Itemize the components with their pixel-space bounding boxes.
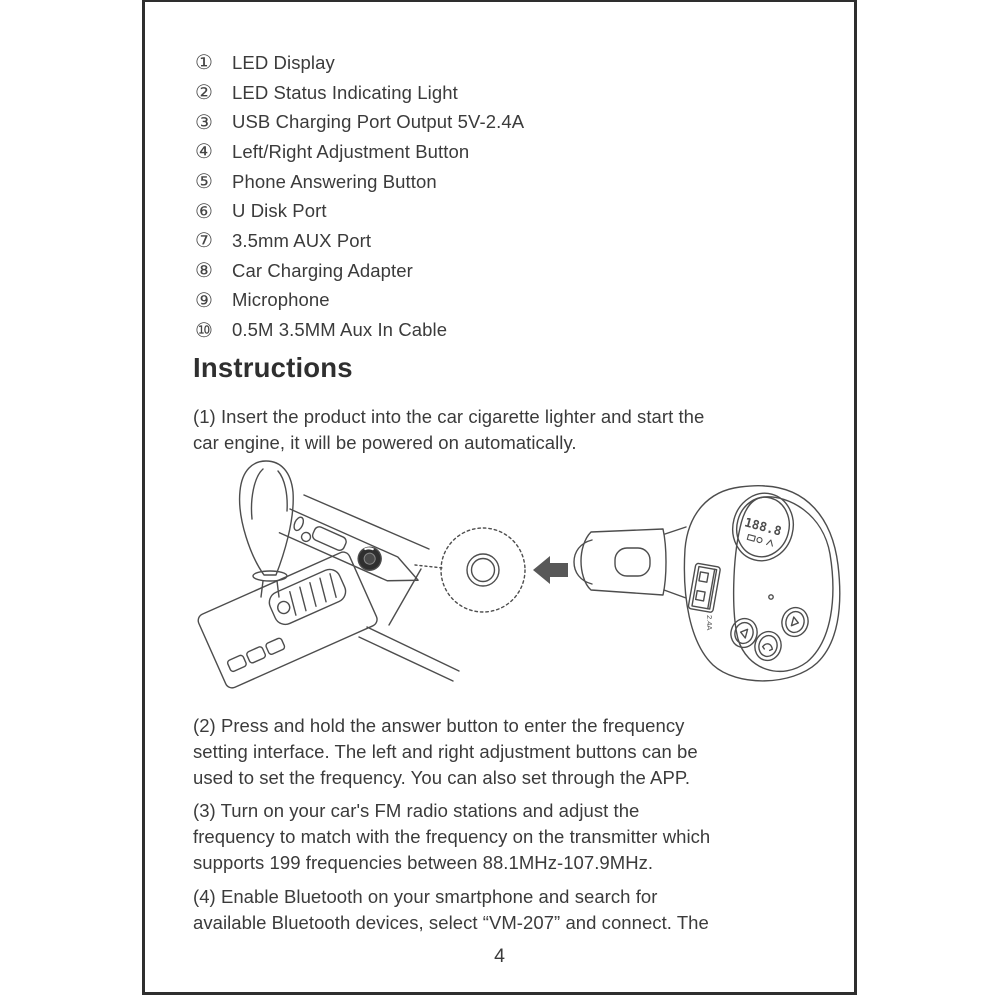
usb-port	[688, 563, 721, 613]
part-label: LED Status Indicating Light	[232, 81, 458, 103]
list-item	[195, 48, 524, 78]
magnifier-leader-line	[415, 565, 443, 568]
instruction-step-2: (2) Press and hold the answer button to enter the frequency setting interface. The left and right adjustment buttons can be used to set the frequency. You can also set through the APP.	[193, 715, 698, 788]
phone-icon	[762, 643, 773, 651]
manual-page	[142, 0, 857, 995]
list-item	[195, 226, 524, 256]
usb-output-label: 2.4A	[705, 615, 714, 631]
circled-number: ⑥	[195, 200, 213, 223]
plug-body-joint	[664, 527, 686, 598]
circled-number: ①	[195, 52, 213, 75]
list-item	[195, 78, 524, 108]
list-item	[195, 167, 524, 197]
part-label: 3.5mm AUX Port	[232, 229, 372, 251]
circled-number: ⑨	[195, 289, 213, 312]
installation-figure	[191, 457, 856, 699]
part-label: USB Charging Port Output 5V-2.4A	[232, 111, 525, 133]
list-item	[195, 256, 524, 286]
console-side-lines	[359, 627, 459, 681]
circled-number: ③	[195, 111, 213, 134]
circled-number: ⑤	[195, 171, 213, 194]
circled-number: ⑦	[195, 230, 213, 253]
instruction-step-1: (1) Insert the product into the car cigarette lighter and start the car engine, it will be powered on automatically.	[193, 406, 705, 453]
display-value: 188.8	[743, 514, 784, 539]
parts-list	[195, 48, 524, 345]
section-heading: Instructions	[193, 352, 353, 383]
circled-number: ⑧	[195, 260, 213, 283]
circled-number: ②	[195, 82, 213, 105]
left-arrow-icon	[739, 628, 747, 638]
right-button	[779, 605, 812, 640]
part-label: Microphone	[232, 289, 330, 311]
circled-number: ⑩	[195, 319, 213, 342]
insert-arrow-icon	[533, 556, 568, 584]
list-item	[195, 196, 524, 226]
part-label: U Disk Port	[232, 200, 327, 222]
part-label: Car Charging Adapter	[232, 259, 413, 281]
car-charger-device	[574, 486, 840, 681]
list-item	[195, 107, 524, 137]
mic-hole	[769, 595, 773, 599]
part-label: LED Display	[232, 51, 335, 73]
dash-trim-line	[304, 495, 429, 549]
right-arrow-icon	[791, 617, 799, 627]
gear-shifter-illustration	[196, 461, 459, 690]
part-label: Left/Right Adjustment Button	[232, 140, 470, 162]
led-display	[725, 486, 801, 567]
instruction-step-3: (3) Turn on your car's FM radio stations and adjust the frequency to match with the frequency on the transmitter which supports 199 frequencies between 88.1MHz-107.9MHz.	[193, 800, 711, 873]
instruction-step-4: (4) Enable Bluetooth on your smartphone and search for available Bluetooth devices, select “VM-207” and connect. The	[193, 885, 709, 933]
lighter-socket	[354, 544, 384, 574]
circled-number: ④	[195, 141, 213, 164]
list-item	[195, 286, 524, 316]
magnified-socket-circle	[441, 528, 525, 612]
part-label: 0.5M 3.5MM Aux In Cable	[232, 319, 448, 341]
figure-svg	[191, 457, 856, 699]
gear-gate-panel	[196, 550, 379, 690]
plug-barrel	[581, 529, 666, 595]
list-item	[195, 137, 524, 167]
list-item	[195, 315, 524, 345]
page-number: 4	[494, 945, 505, 967]
instruction-steps	[193, 713, 823, 943]
part-label: Phone Answering Button	[232, 170, 437, 192]
console-deck	[279, 509, 423, 592]
